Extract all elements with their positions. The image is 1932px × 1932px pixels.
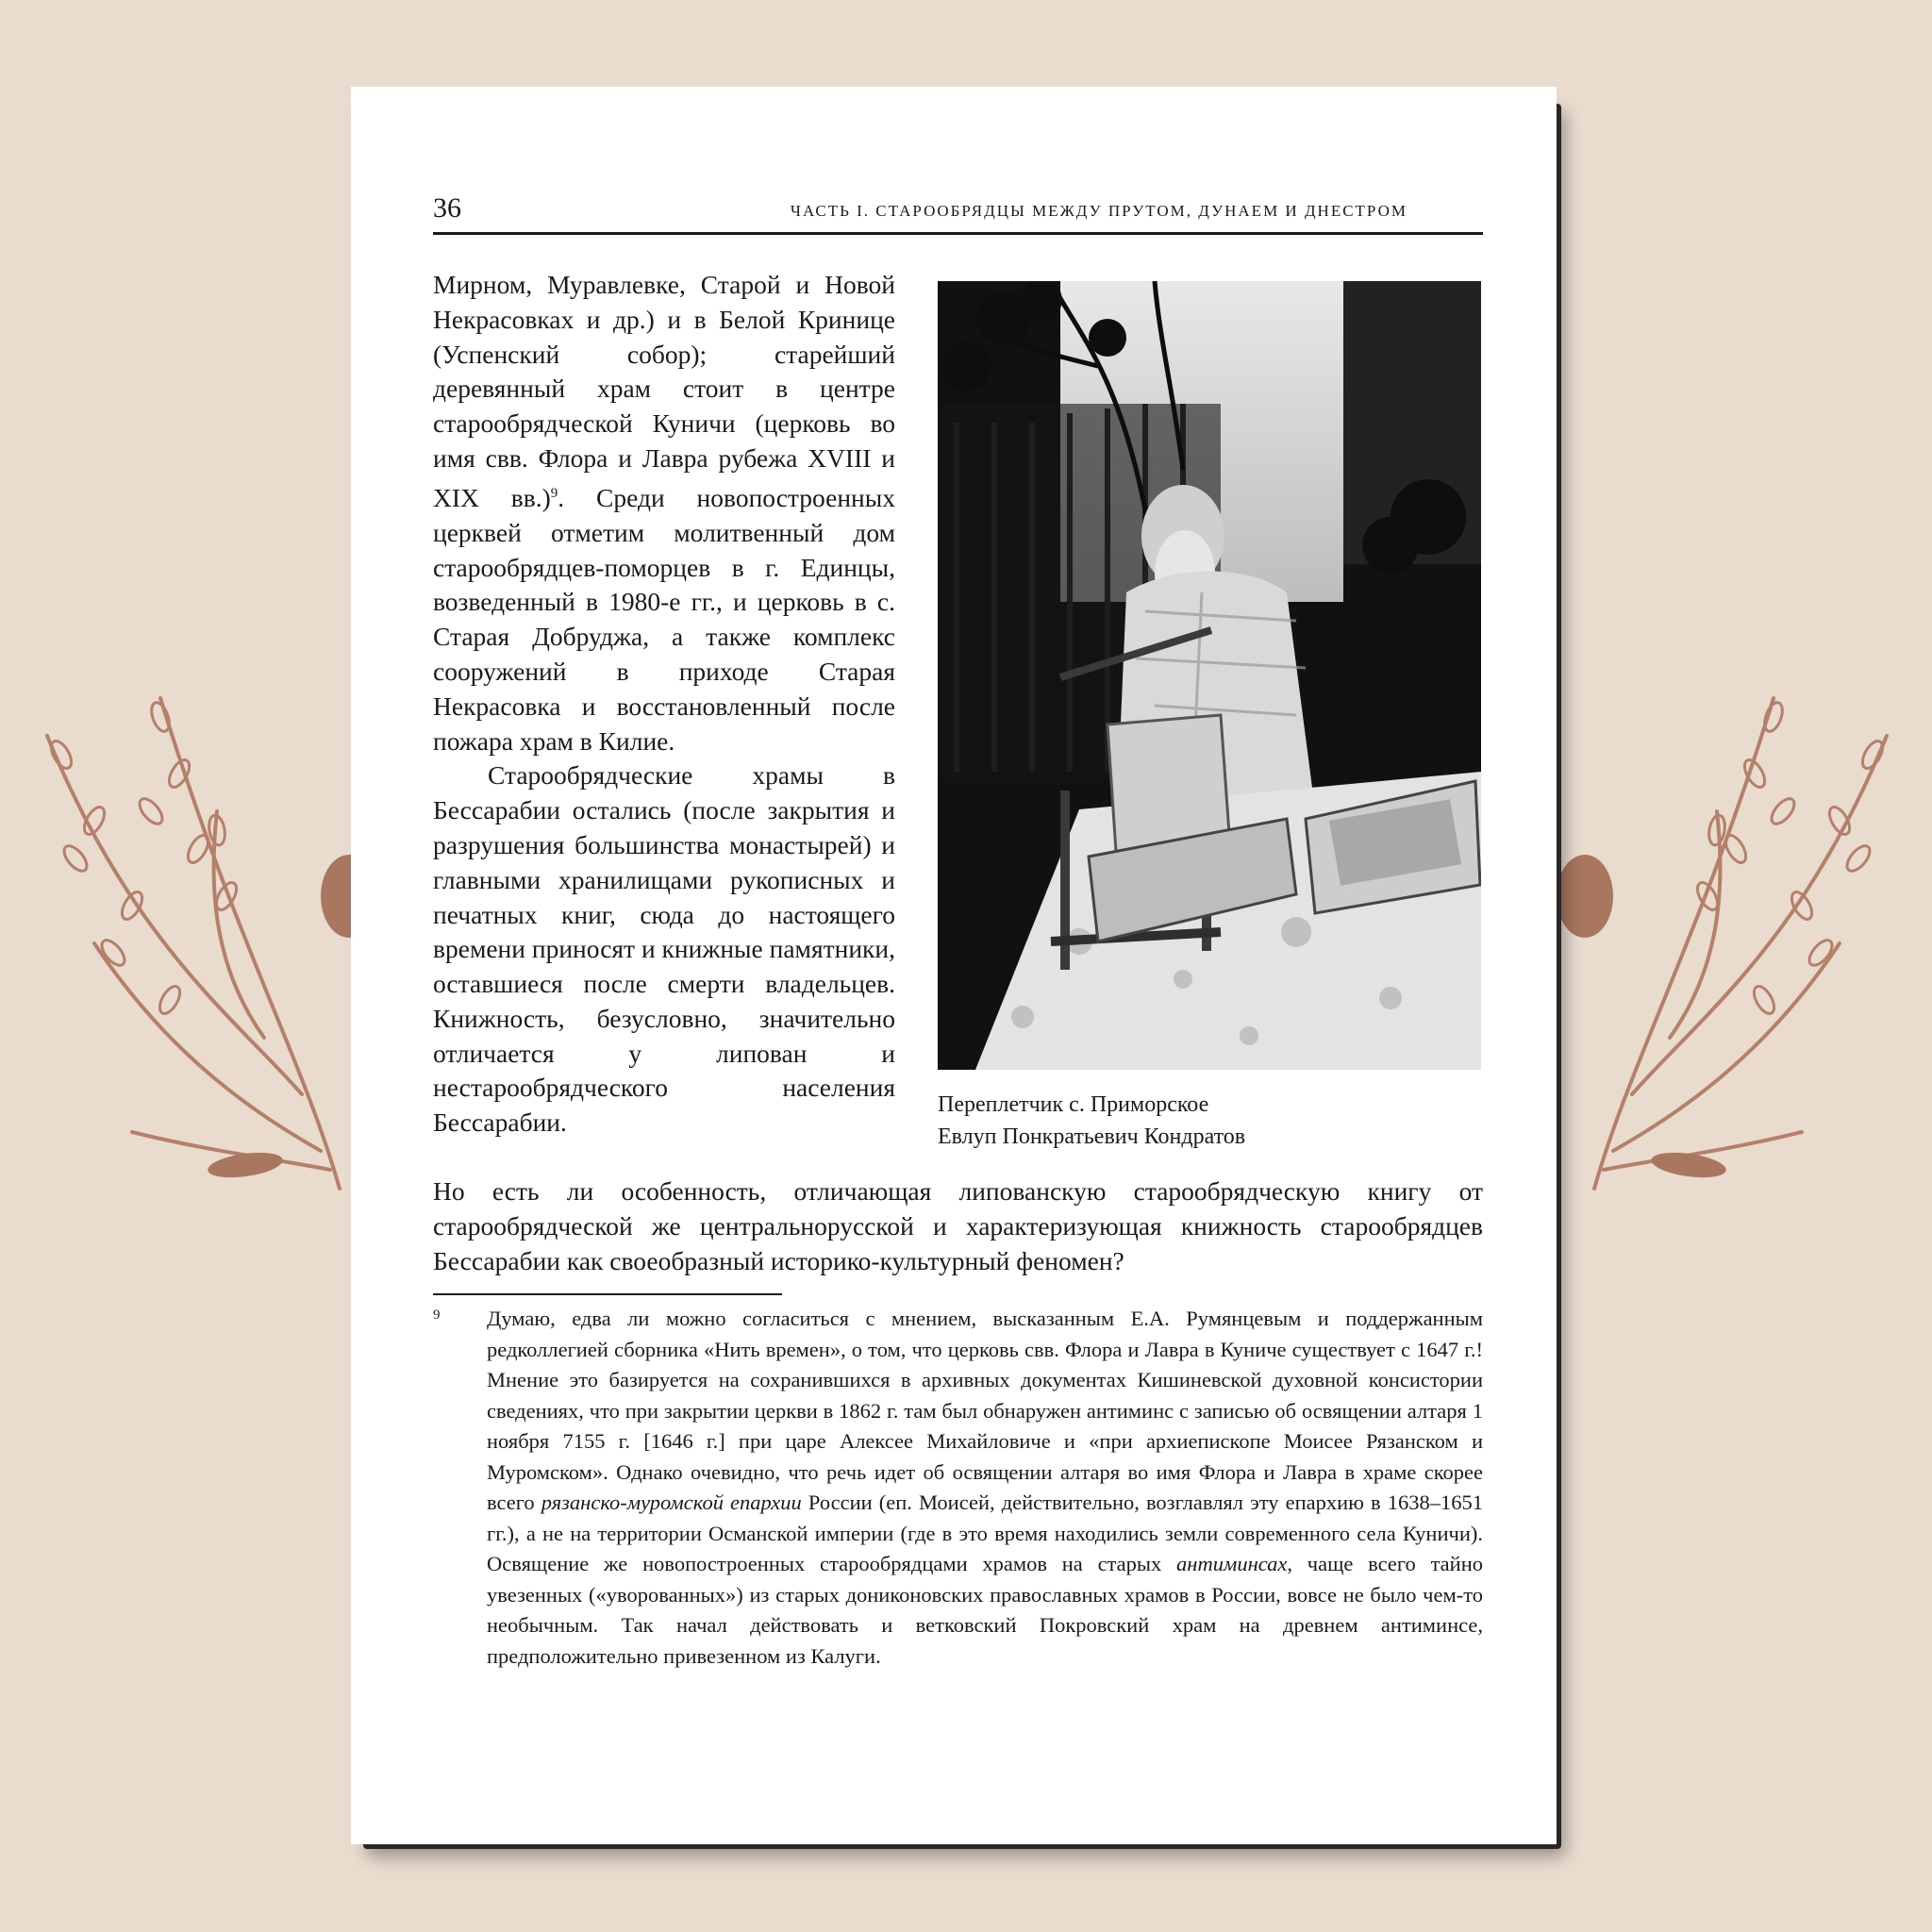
footnote-italic-1: рязанско-муромской епархии bbox=[541, 1491, 802, 1514]
paragraph-1-text: Мирном, Муравлевке, Старой и Новой Некрасовках и др.) и в Белой Кринице (Успенский собор); старейший деревянный храм стоит в центре старообрядческой Куничи (церковь во имя свв. Флора и Лавра рубежа XVIII и XIX вв.) bbox=[433, 270, 895, 512]
photo-bookbinder bbox=[938, 281, 1481, 1070]
footnote-text-2: России (еп. Моисей, действительно, возглавлял эту епархию в 1638–1651 гг.), а не на территории Османской империи (где в это время находились земли современного села Куничи). Освящение же новопостроенных старообрядцами храмов на старых bbox=[487, 1491, 1483, 1575]
paragraph-full-width: Но есть ли особенность, отличающая липованскую старообрядческую книгу от старообрядческой же центральнорусской и характеризующая книжность старообрядцев Бессарабии как своеобразный историко-культурный феномен? bbox=[433, 1176, 1483, 1275]
running-title: ЧАСТЬ I. СТАРООБРЯДЦЫ МЕЖДУ ПРУТОМ, ДУНАЕМ И ДНЕСТРОМ bbox=[790, 202, 1407, 220]
footnote-body bbox=[487, 1304, 1483, 1672]
caption-line-1: Переплетчик с. Приморское bbox=[938, 1092, 1209, 1117]
paragraph-1 bbox=[433, 268, 895, 758]
running-head bbox=[433, 192, 1483, 235]
footnote bbox=[433, 1304, 1483, 1672]
column-text bbox=[433, 268, 895, 1141]
caption-line-2: Евлуп Понкратьевич Кондратов bbox=[938, 1124, 1246, 1149]
willow-branch-left bbox=[19, 660, 396, 1226]
page-number: 36 bbox=[433, 192, 461, 224]
book-page bbox=[351, 87, 1557, 1844]
paragraph-2: Старообрядческие храмы в Бессарабии остались (после закрытия и разрушения большинства монастырей) и главными хранилищами рукописных и печатных книг, сюда до настоящего времени приносят и книжные памятники, оставшиеся после смерти владельцев. Книжность, безусловно, значительно отличается у липован и нестарообрядческого населения Бессарабии. bbox=[433, 760, 895, 1138]
willow-branch-right bbox=[1538, 660, 1915, 1226]
footnote-ref: 9 bbox=[550, 485, 558, 501]
footnote-text-1: Думаю, едва ли можно согласиться с мнением, высказанным Е.А. Румянцевым и поддержанным редколлегией сборника «Нить времен», о том, что церковь свв. Флора и Лавра в Куниче существует с 1647 г.! Мнение это базируется на сохранившихся в архивных документах Кишиневской духовной консистории сведениях, что при закрытии церкви в 1862 г. там был обнаружен антиминс с записью об освящении алтаря 1 ноября 7155 г. [1646 г.] при царе Алексее Михайловиче и «при архиепископе Моисее Рязанском и Муромском». Однако очевидно, что речь идет об освящении алтаря во имя Флора и Лавра в храме скорее всего bbox=[487, 1307, 1483, 1514]
footnote-mark: 9 bbox=[433, 1307, 441, 1323]
footnote-text-3: , чаще всего тайно увезенных («уворованных») из старых дониконовских православных храмов в России, вовсе не было чем-то необычным. Так начал действовать и ветковский Покровский храм на древнем антиминсе, предположительно привезенном из Калуги. bbox=[487, 1552, 1484, 1668]
footnote-italic-2: антиминсах bbox=[1176, 1552, 1288, 1575]
footnote-divider bbox=[433, 1293, 782, 1295]
paragraph-1-continuation: . Среди новопостроенных церквей отметим молитвенный дом старообрядцев-поморцев в г. Единцы, возведенный в 1980-е гг., и церковь в с. Старая Добруджа, а также комплекс сооружений в приходе Старая Некрасовка и восстановленный после пожара храм в Килие. bbox=[433, 482, 895, 756]
photo-caption bbox=[938, 1089, 1481, 1153]
